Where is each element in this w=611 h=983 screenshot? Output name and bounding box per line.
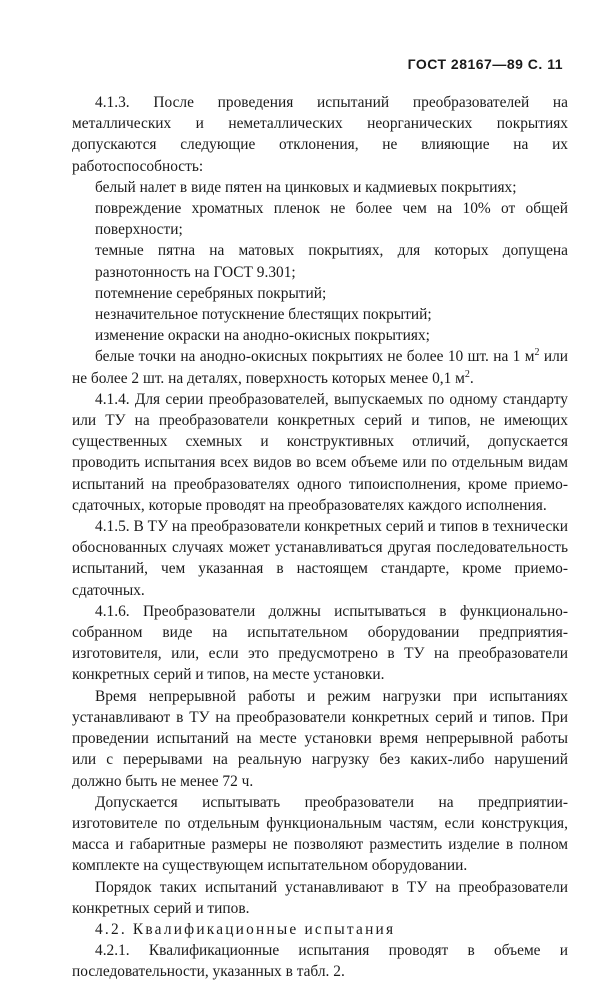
list-item: изменение окраски на анодно-окисных покрытиях; bbox=[95, 327, 430, 345]
list-item-text: белые точки на анодно-окисных покрытиях не более 10 шт. на 1 м bbox=[95, 348, 535, 366]
superscript: 2 bbox=[464, 368, 470, 380]
page-header: ГОСТ 28167—89 С. 11 bbox=[407, 56, 563, 72]
section-heading-4-2: 4.2. Квалификационные испытания bbox=[95, 920, 396, 938]
paragraph-work-time: Время непрерывной работы и режим нагрузки при испытаниях устанавливают в ТУ на преобразователи конкретных серий и типов. При проведении испытаний на месте установки время непрерывной работы или с перерывами на реальную нагрузку без каких-либо нарушений должно быть не менее 72 ч. bbox=[72, 687, 568, 790]
list-item: повреждение хроматных пленок не более чем на 10% от общей поверхности; bbox=[95, 200, 568, 239]
document-body bbox=[72, 92, 568, 983]
list-item: темные пятна на матовых покрытиях, для которых допущена разнотонность на ГОСТ 9.301; bbox=[95, 242, 568, 281]
paragraph-4-1-5: 4.1.5. В ТУ на преобразователи конкретных серий и типов в технически обоснованных случаях может устанавливаться другая последовательность испытаний, чем указанная в настоящем стандарте, кроме приемо-сдаточных. bbox=[72, 518, 568, 599]
paragraph-test-order: Порядок таких испытаний устанавливают в ТУ на преобразователи конкретных серий и типов. bbox=[72, 878, 568, 917]
paragraph-4-1-6: 4.1.6. Преобразователи должны испытываться в функционально-собранном виде на испытательном оборудовании предприятия-изготовителя, или, если это предусмотрено в ТУ на преобразователи конкретных серий и типов, на месте установки. bbox=[72, 602, 568, 684]
list-item-white-spots bbox=[72, 346, 568, 388]
list-item: белый налет в виде пятен на цинковых и кадмиевых покрытиях; bbox=[95, 178, 517, 196]
paragraph-partial-testing: Допускается испытывать преобразователи на предприятии-изготовителе по отдельным функциональным частям, если конструкция, масса и габаритные размеры не позволяют разместить изделие в полном комплекте на существующем испытательном оборудовании. bbox=[72, 793, 568, 875]
superscript: 2 bbox=[534, 347, 540, 359]
list-item: незначительное потускнение блестящих покрытий; bbox=[95, 306, 432, 324]
list-item: потемнение серебряных покрытий; bbox=[95, 284, 327, 302]
list-item-text-cont: или не более 2 шт. на деталях, поверхность которых менее 0,1 м bbox=[72, 348, 568, 387]
paragraph-4-1-4: 4.1.4. Для серии преобразователей, выпускаемых по одному стандарту или ТУ на преобразователи конкретных серий и типов, не имеющих существенных схемных и конструктивных отличий, допускается проводить испытания всех видов во всем объеме или по отдельным видам испытаний на преобразователях одного типоисполнения, кроме приемо-сдаточных, которые проводят на преобразователях каждого исполнения. bbox=[72, 390, 568, 514]
paragraph-4-1-3: 4.1.3. После проведения испытаний преобразователей на металлических и неметаллических неорганических покрытиях допускаются следующие отклонения, не влияющие на их работоспособность: bbox=[72, 94, 568, 175]
list-item-text-end: . bbox=[469, 369, 474, 387]
paragraph-4-2-1: 4.2.1. Квалификационные испытания проводят в объеме и последовательности, указанных в табл. 2. bbox=[72, 942, 568, 981]
